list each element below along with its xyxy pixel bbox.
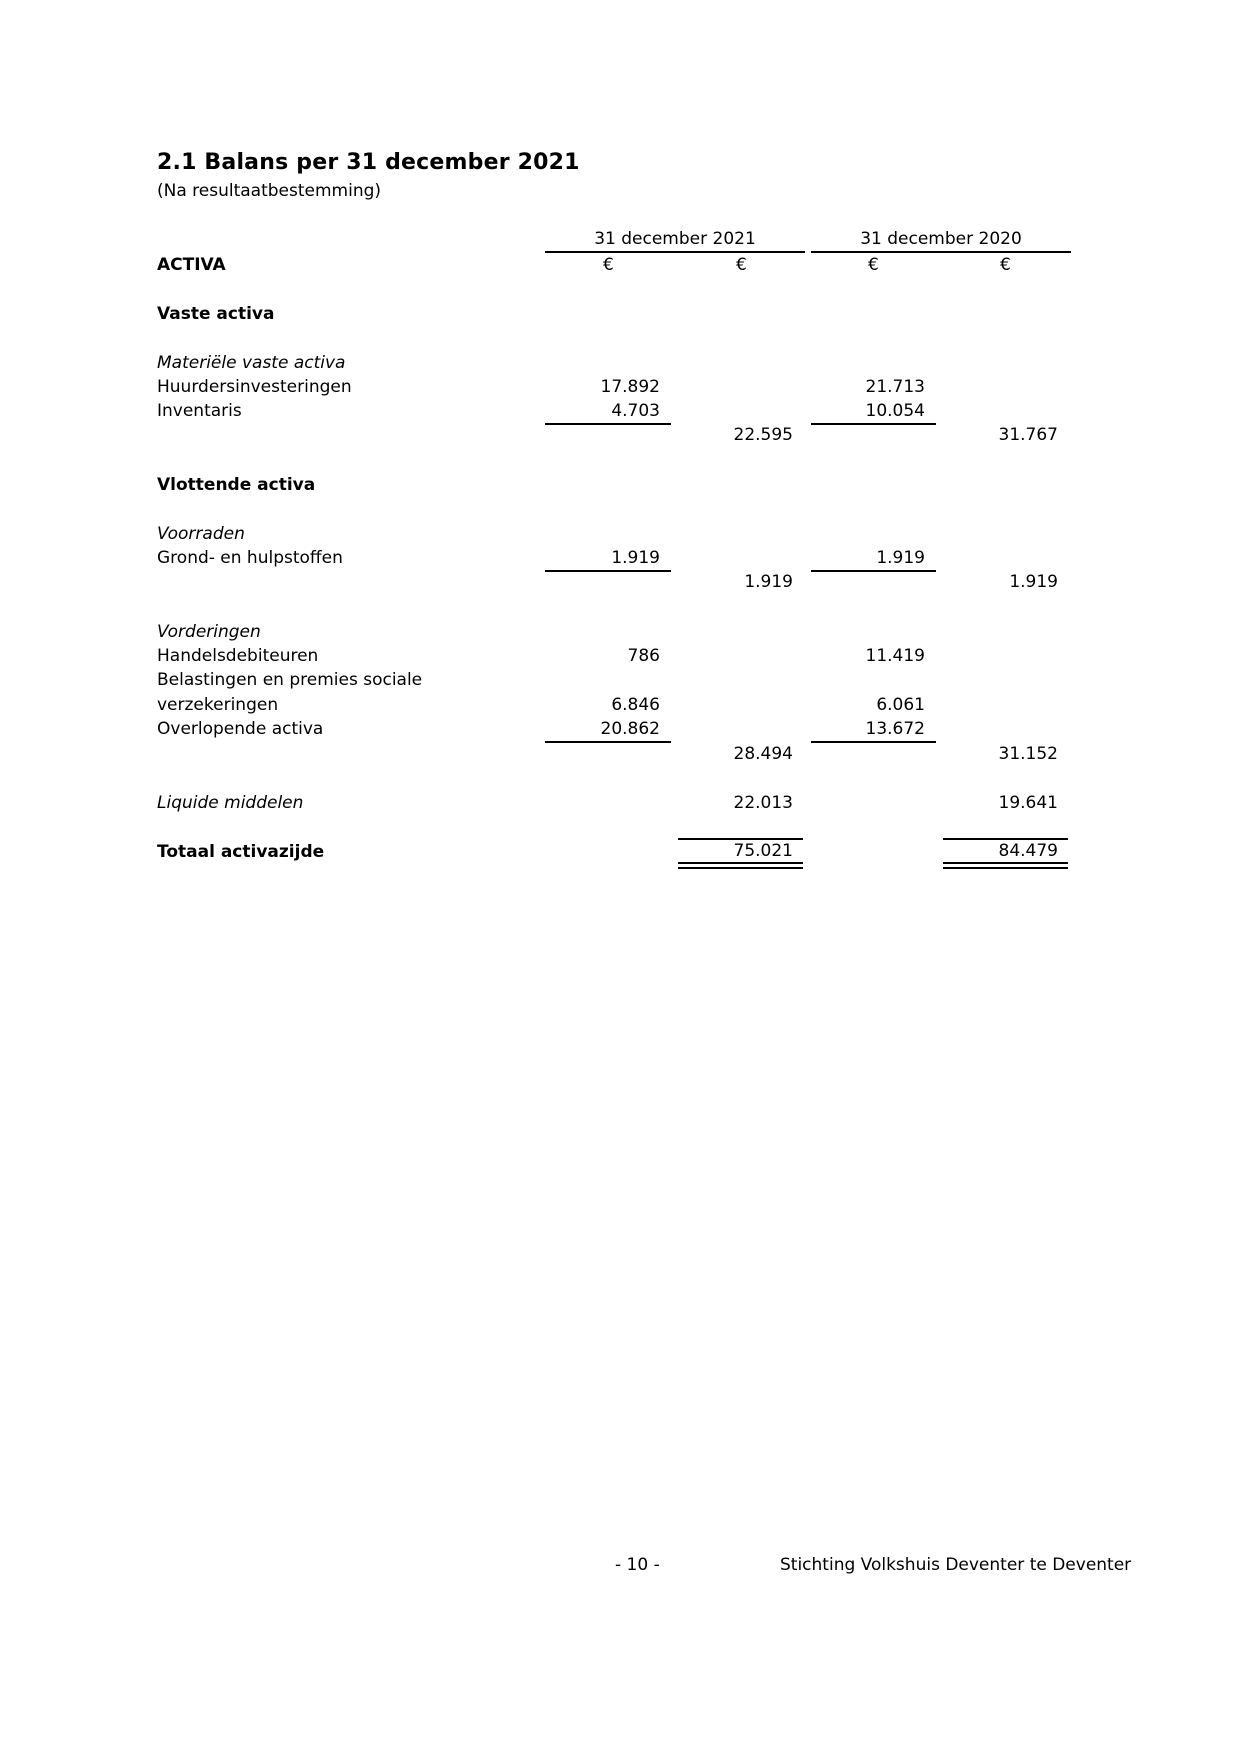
value-grond-en-hulpstoffen-2020: 1.919 (876, 548, 925, 568)
value-liquide-middelen-2020: 19.641 (998, 793, 1058, 813)
activa-label: ACTIVA (157, 255, 226, 275)
value-overlopende-activa-2020: 13.672 (865, 719, 925, 739)
group-heading-materiele-vaste-activa: Materiële vaste activa (157, 353, 346, 373)
currency-symbol-2021-total: € (736, 255, 747, 275)
value-huurdersinvesteringen-2021: 17.892 (600, 377, 660, 397)
row-label-totaal-activazijde: Totaal activazijde (157, 842, 325, 862)
subtotal-voorraden-2021: 1.919 (744, 572, 793, 592)
value-overlopende-activa-2021: 20.862 (600, 719, 660, 739)
total-double-rule-2020 (943, 862, 1068, 869)
value-grond-en-hulpstoffen-2021: 1.919 (611, 548, 660, 568)
row-label-handelsdebiteuren: Handelsdebiteuren (157, 646, 319, 666)
value-huurdersinvesteringen-2020: 21.713 (865, 377, 925, 397)
footer-organization: Stichting Volkshuis Deventer te Deventer (780, 1555, 1132, 1575)
row-label-overlopende-activa: Overlopende activa (157, 719, 324, 739)
column-header-2021-underline (545, 251, 805, 253)
subtotal-rule-vorderingen-2021 (545, 741, 671, 743)
row-label-liquide-middelen: Liquide middelen (157, 793, 304, 813)
value-totaal-activazijde-2021: 75.021 (733, 841, 793, 861)
group-heading-voorraden: Voorraden (157, 524, 245, 544)
subtotal-rule-vorderingen-2020 (811, 741, 936, 743)
page-subtitle: (Na resultaatbestemming) (157, 181, 382, 201)
row-label-belastingen-en-premies-sociale: Belastingen en premies sociale (157, 670, 423, 690)
value-handelsdebiteuren-2021: 786 (627, 646, 660, 666)
value-inventaris-2021: 4.703 (611, 401, 660, 421)
page-title: 2.1 Balans per 31 december 2021 (157, 150, 580, 175)
group-heading-vorderingen: Vorderingen (157, 622, 261, 642)
value-verzekeringen-2021: 6.846 (611, 695, 660, 715)
subtotal-voorraden-2020: 1.919 (1009, 572, 1058, 592)
section-heading-vaste-activa: Vaste activa (157, 304, 275, 324)
column-header-2021: 31 december 2021 (594, 229, 756, 249)
row-label-huurdersinvesteringen: Huurdersinvesteringen (157, 377, 352, 397)
section-heading-vlottende-activa: Vlottende activa (157, 475, 316, 495)
currency-symbol-2020-detail: € (868, 255, 879, 275)
value-liquide-middelen-2021: 22.013 (733, 793, 793, 813)
subtotal-vorderingen-2021: 28.494 (733, 744, 793, 764)
subtotal-materiele-vaste-activa-2021: 22.595 (733, 425, 793, 445)
value-handelsdebiteuren-2020: 11.419 (865, 646, 925, 666)
row-label-inventaris: Inventaris (157, 401, 242, 421)
row-label-grond-en-hulpstoffen: Grond- en hulpstoffen (157, 548, 343, 568)
value-totaal-activazijde-2020: 84.479 (998, 841, 1058, 861)
currency-symbol-2020-total: € (1000, 255, 1011, 275)
total-double-rule-2021 (678, 862, 803, 869)
value-verzekeringen-2020: 6.061 (876, 695, 925, 715)
column-header-2020-underline (811, 251, 1071, 253)
currency-symbol-2021-detail: € (603, 255, 614, 275)
column-header-2020: 31 december 2020 (860, 229, 1022, 249)
subtotal-vorderingen-2020: 31.152 (998, 744, 1058, 764)
total-top-rule-2021 (678, 838, 803, 840)
row-label-verzekeringen: verzekeringen (157, 695, 279, 715)
subtotal-materiele-vaste-activa-2020: 31.767 (998, 425, 1058, 445)
footer-page-number: - 10 - (615, 1555, 660, 1575)
value-inventaris-2020: 10.054 (865, 401, 925, 421)
total-top-rule-2020 (943, 838, 1068, 840)
